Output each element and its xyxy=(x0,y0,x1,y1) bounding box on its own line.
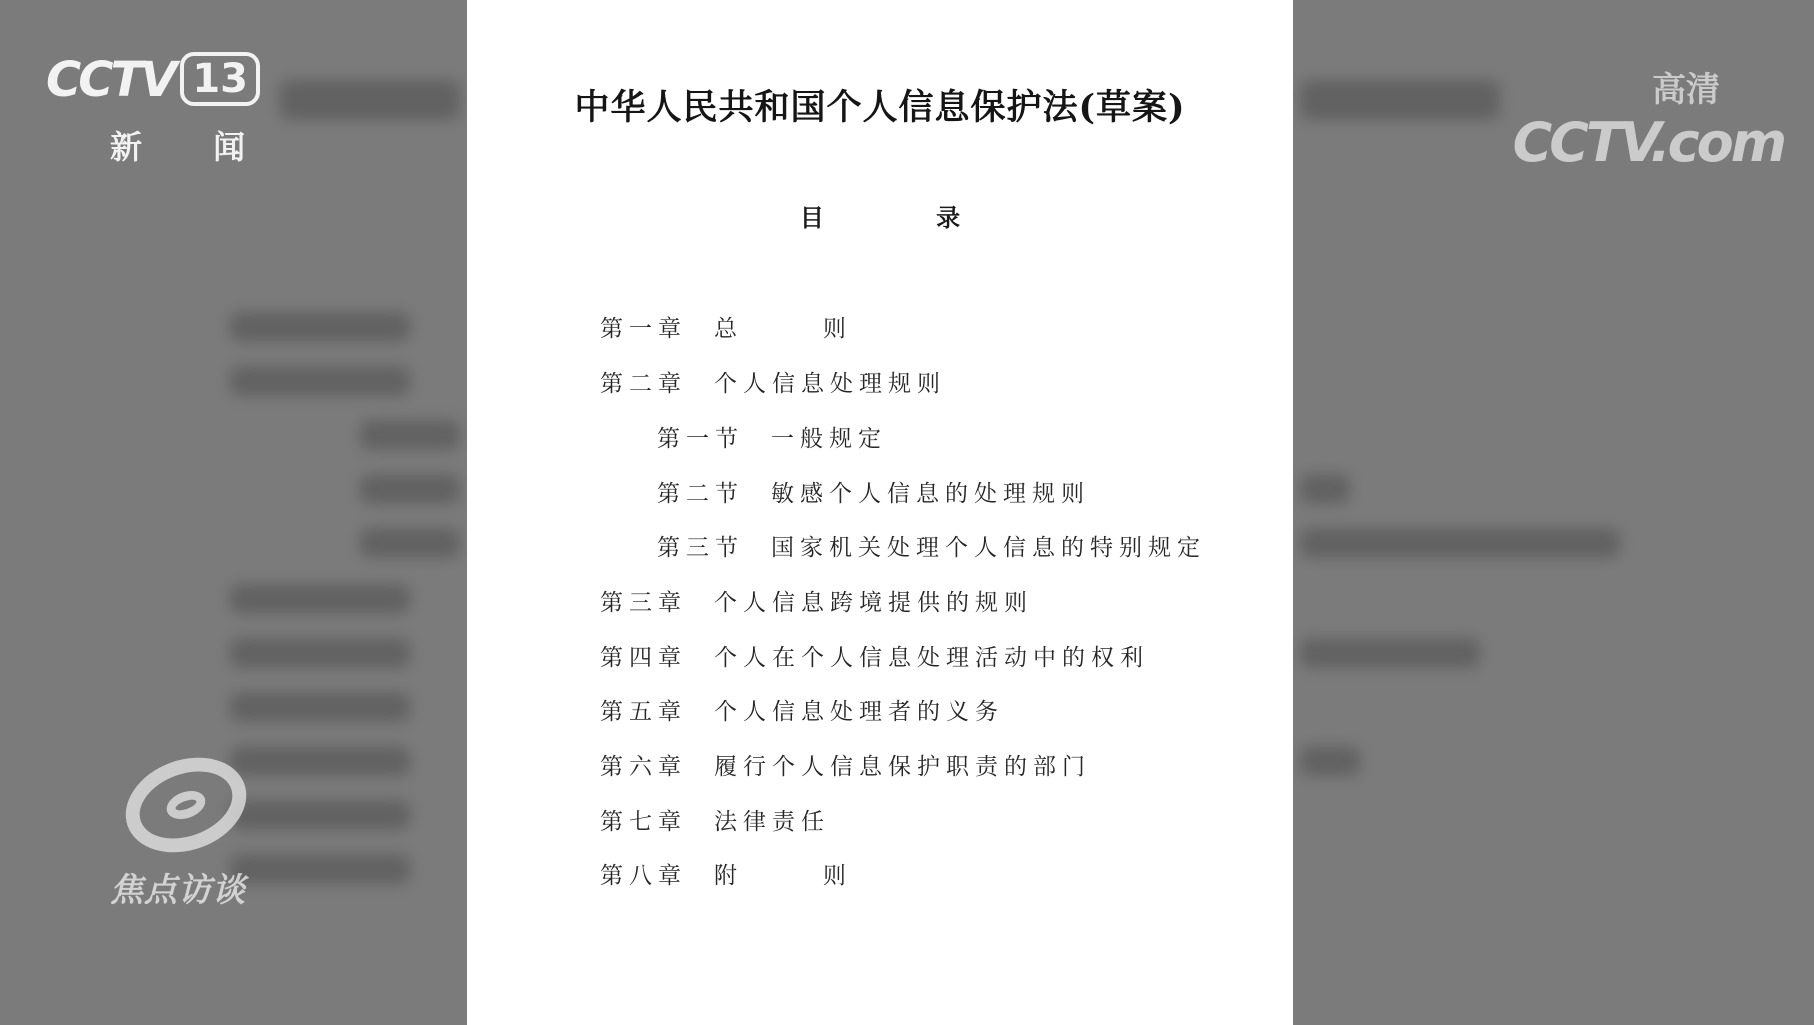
toc-item xyxy=(600,803,830,836)
toc-item-text: 个人信息处理规则 xyxy=(714,371,946,397)
toc-item-text: 个人在个人信息处理活动中的权利 xyxy=(714,645,1149,671)
toc-item-number: 第一节 xyxy=(657,426,744,452)
toc-item-number: 第五章 xyxy=(600,699,687,725)
toc-item-text: 国家机关处理个人信息的特别规定 xyxy=(771,535,1206,561)
toc-item xyxy=(657,475,1090,508)
toc-item xyxy=(600,310,852,343)
toc-item-text: 附 则 xyxy=(714,863,852,889)
toc-item xyxy=(657,529,1206,562)
toc-item-number: 第七章 xyxy=(600,809,687,835)
toc-item-text: 总 则 xyxy=(714,316,852,342)
toc-heading: 目 录 xyxy=(799,204,1013,232)
toc-item xyxy=(657,420,887,453)
toc-item-text: 法律责任 xyxy=(714,809,830,835)
toc-item xyxy=(600,365,946,398)
toc-item-number: 第三节 xyxy=(657,535,744,561)
program-name: 焦点访谈 xyxy=(110,870,246,909)
program-emblem-icon xyxy=(112,742,259,869)
document-page xyxy=(467,0,1293,1025)
toc-item-number: 第四章 xyxy=(600,645,687,671)
toc-item-number: 第二节 xyxy=(657,481,744,507)
toc-item-text: 个人信息跨境提供的规则 xyxy=(714,590,1033,616)
hd-logo xyxy=(1513,62,1784,174)
cctv-wordmark: CCTV xyxy=(46,52,175,108)
channel-number: 13 xyxy=(180,52,260,106)
toc-item-number: 第六章 xyxy=(600,754,687,780)
cctv-com-wordmark: CCTV.com xyxy=(1512,111,1784,174)
toc-item-text: 敏感个人信息的处理规则 xyxy=(771,481,1090,507)
toc-item xyxy=(600,693,1004,726)
toc-item xyxy=(600,748,1091,781)
document-title: 中华人民共和国个人信息保护法(草案) xyxy=(574,87,1186,128)
toc-item xyxy=(600,639,1149,672)
toc-item-number: 第八章 xyxy=(600,863,687,889)
hd-label: 高清 xyxy=(1652,70,1720,110)
program-logo xyxy=(110,760,270,920)
toc-item-number: 第三章 xyxy=(600,590,687,616)
toc-item-text: 履行个人信息保护职责的部门 xyxy=(714,754,1091,780)
toc-item-text: 一般规定 xyxy=(771,426,887,452)
toc-item-text: 个人信息处理者的义务 xyxy=(714,699,1004,725)
channel-subtitle: 新 闻 xyxy=(110,128,276,166)
toc-item-number: 第一章 xyxy=(600,316,687,342)
toc-item xyxy=(600,584,1033,617)
toc-item xyxy=(600,857,852,890)
channel-logo xyxy=(46,52,260,108)
toc-item-number: 第二章 xyxy=(600,371,687,397)
